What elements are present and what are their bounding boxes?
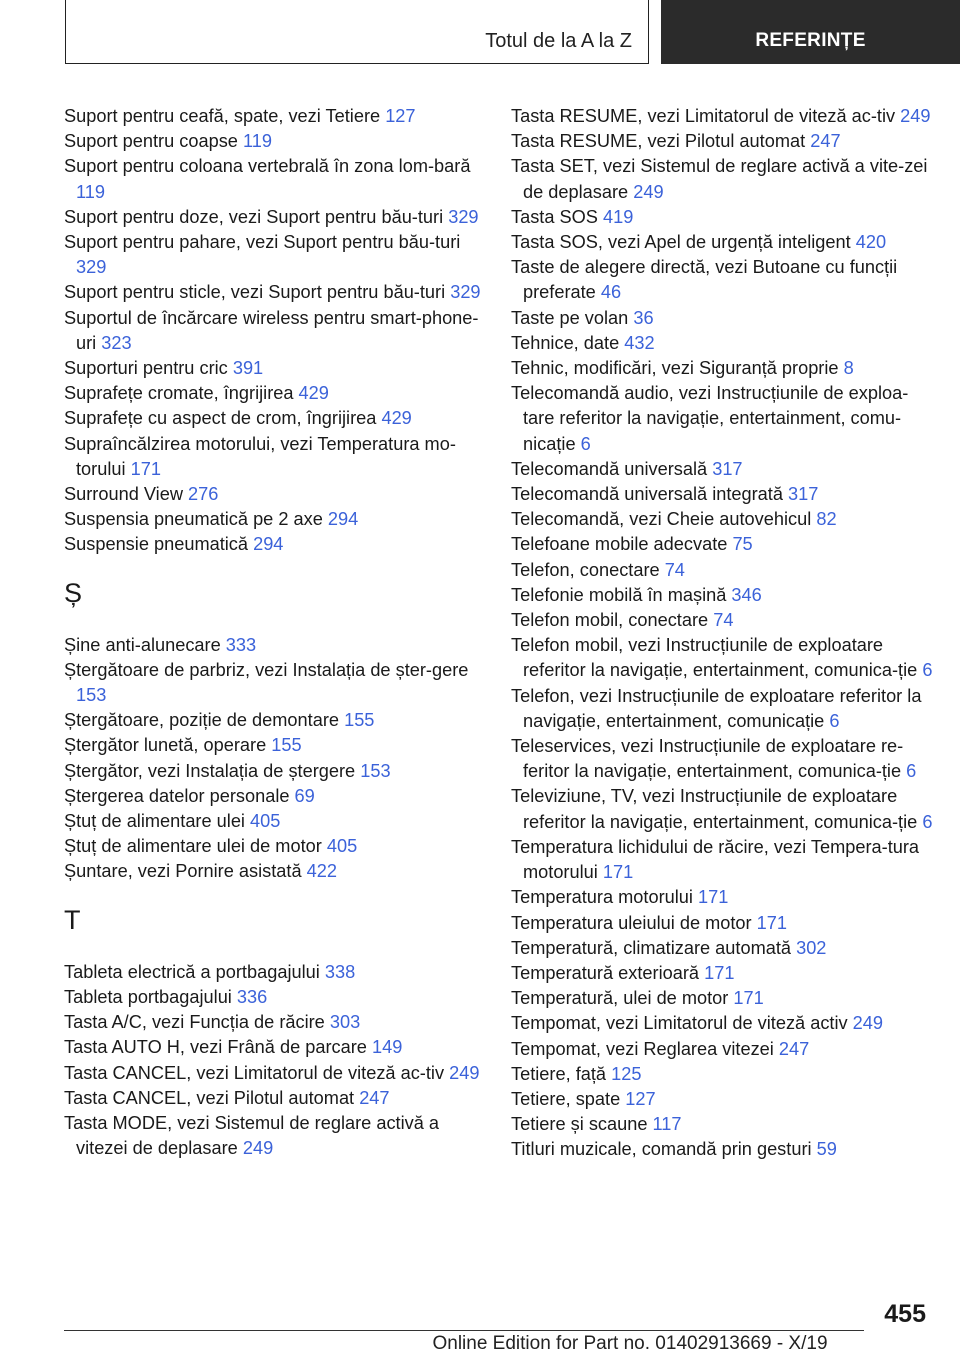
page-number: 455 <box>884 1300 926 1328</box>
index-entry-text: Tasta RESUME, vezi Limitatorul de viteză ac‐tiv <box>511 106 896 126</box>
page-link[interactable]: 6 <box>829 710 840 731</box>
index-entry-text: Tasta A/C, vezi Funcția de răcire <box>64 1012 325 1033</box>
page-link[interactable]: 119 <box>76 181 105 202</box>
index-entry-text: Suport pentru coapse <box>64 131 238 152</box>
index-entry-text: Tasta SOS <box>511 206 598 227</box>
index-entry <box>64 507 484 532</box>
index-entry-text: Tableta electrică a portbagajului <box>64 961 320 982</box>
index-entry <box>64 1086 484 1111</box>
index-entry <box>511 734 936 784</box>
index-entry <box>511 835 936 885</box>
index-entry <box>64 1061 484 1086</box>
index-entry-text: Tetiere și scaune <box>511 1114 648 1135</box>
page-link[interactable]: 329 <box>450 282 481 303</box>
index-entry-text: Ștuț de alimentare ulei <box>64 811 245 832</box>
page-link[interactable]: 391 <box>232 358 264 379</box>
page-link[interactable]: 171 <box>704 962 735 983</box>
index-entry-text: Ștergerea datelor personale <box>64 785 290 806</box>
page-link[interactable]: 420 <box>855 232 887 253</box>
page-link[interactable]: 317 <box>712 458 743 479</box>
index-entry-text: Televiziune, TV, vezi Instrucțiunile de exploatare referitor la navigație, entertainment, comunica‐ție <box>511 786 918 832</box>
page-link[interactable]: 317 <box>788 484 819 505</box>
index-entry <box>511 961 936 986</box>
page-link[interactable]: 247 <box>778 1038 810 1059</box>
page-link[interactable]: 125 <box>611 1063 642 1084</box>
index-entry-text: Șuntare, vezi Pornire asistată <box>64 861 302 882</box>
index-entry-text: Ștergătoare, poziție de demontare <box>64 710 340 731</box>
index-entry-text: Temperatură exterioară <box>511 962 700 983</box>
index-entry <box>64 129 484 154</box>
footer-divider <box>64 1330 864 1331</box>
page-link[interactable]: 117 <box>652 1114 682 1135</box>
index-entry <box>64 306 484 356</box>
index-entry-text: Ștergător lunetă, operare <box>64 735 267 756</box>
page-link[interactable]: 247 <box>359 1087 390 1108</box>
page-link[interactable]: 247 <box>810 131 841 152</box>
index-entry <box>64 230 484 280</box>
index-entry-text: Temperatura uleiului de motor <box>511 912 752 933</box>
page-link[interactable]: 119 <box>242 131 272 152</box>
index-entry <box>64 532 484 557</box>
index-entry <box>511 885 936 910</box>
index-entry-text: Suport pentru pahare, vezi Suport pentru bău‐turi <box>64 232 461 253</box>
index-entry-text: Suspensia pneumatică pe 2 axe <box>64 509 323 530</box>
index-entry-text: Taste pe volan <box>511 307 629 328</box>
index-entry-text: Tehnice, date <box>511 332 620 353</box>
page-link[interactable]: 303 <box>329 1012 361 1033</box>
index-entry-text: Temperatură, climatizare automată <box>511 937 792 958</box>
index-entry-text: Suport pentru coloana vertebrală în zona lom‐bară <box>64 156 471 177</box>
page-link[interactable]: 6 <box>922 811 933 832</box>
page-link[interactable]: 429 <box>381 408 412 429</box>
page-link[interactable]: 153 <box>360 760 391 781</box>
index-entry <box>511 1062 936 1087</box>
page-link[interactable]: 171 <box>130 458 161 479</box>
index-entry <box>64 1111 484 1161</box>
index-entry <box>511 986 936 1011</box>
page-link[interactable]: 6 <box>580 433 591 454</box>
index-entry-text: Suprafețe cromate, îngrijirea <box>64 383 294 404</box>
index-entry <box>64 859 484 884</box>
index-entry <box>511 532 936 557</box>
page-link[interactable]: 429 <box>298 383 329 404</box>
index-entry <box>64 733 484 758</box>
index-entry <box>64 985 484 1010</box>
page-link[interactable]: 249 <box>633 181 664 202</box>
index-entry <box>64 154 484 204</box>
index-entry-text: Telecomandă audio, vezi Instrucțiunile de exploa‐tare referitor la navigație, entertainment, comu‐nicație <box>511 383 909 454</box>
page-link[interactable]: 405 <box>326 836 358 857</box>
page-link[interactable]: 346 <box>731 584 762 605</box>
index-entry <box>511 507 936 532</box>
index-entry <box>511 331 936 356</box>
page-link[interactable]: 329 <box>76 257 107 278</box>
footer-edition: Online Edition for Part no. 01402913669 - X/19 <box>432 1333 828 1354</box>
index-entry <box>511 633 936 683</box>
index-entry <box>64 784 484 809</box>
index-entry <box>511 457 936 482</box>
page-link[interactable]: 127 <box>385 106 416 126</box>
index-entry-text: Tasta CANCEL, vezi Limitatorul de viteză ac‐tiv <box>64 1062 445 1083</box>
header-tab-label: REFERINȚE <box>755 30 866 51</box>
index-letter-heading: T <box>64 904 81 935</box>
index-entry <box>64 708 484 733</box>
page-link[interactable]: 302 <box>796 937 827 958</box>
index-entry <box>64 809 484 834</box>
index-entry <box>511 1137 936 1162</box>
page-link[interactable]: 432 <box>624 332 655 353</box>
index-entry <box>64 834 484 859</box>
index-entry <box>511 104 936 129</box>
page-link[interactable]: 249 <box>449 1062 480 1083</box>
index-entry <box>511 1037 936 1062</box>
index-entry-text: Telefon mobil, conectare <box>511 610 709 631</box>
index-entry <box>64 205 484 230</box>
index-entry <box>64 658 484 708</box>
index-entry <box>511 205 936 230</box>
index-entry-text: Tasta MODE, vezi Sistemul de reglare activă a vitezei de deplasare <box>64 1112 440 1159</box>
index-entry <box>511 482 936 507</box>
index-entry-text: Tableta portbagajului <box>64 986 232 1007</box>
index-entry-text: Tetiere, față <box>511 1063 607 1084</box>
index-entry <box>511 1087 936 1112</box>
index-letter-heading: Ș <box>64 577 83 608</box>
index-entry <box>64 104 484 129</box>
index-entry <box>511 558 936 583</box>
index-entry-text: Suport pentru ceafă, spate, vezi Tetiere <box>64 106 381 126</box>
index-entry <box>511 1011 936 1036</box>
index-entry <box>511 154 936 204</box>
index-entry <box>64 960 484 985</box>
page-link[interactable]: 36 <box>633 307 654 328</box>
page-link[interactable]: 336 <box>236 986 268 1007</box>
page-link[interactable]: 405 <box>250 811 281 832</box>
page-link[interactable]: 171 <box>733 988 764 1009</box>
index-entry <box>511 230 936 255</box>
page-link[interactable]: 6 <box>922 660 933 681</box>
index-entry <box>511 1112 936 1137</box>
index-entry-text: Telefoane mobile adecvate <box>511 534 728 555</box>
index-entry <box>511 583 936 608</box>
page-link[interactable]: 59 <box>816 1139 837 1160</box>
page-link[interactable]: 82 <box>816 509 837 530</box>
index-entry-text: Telefonie mobilă în mașină <box>511 584 727 605</box>
page-link[interactable]: 74 <box>664 559 685 580</box>
page-link[interactable]: 276 <box>188 484 219 505</box>
page-link[interactable]: 294 <box>253 534 284 555</box>
index-entry <box>64 406 484 431</box>
index-entry-text: Suportul de încărcare wireless pentru smart‐phone-uri <box>64 307 479 353</box>
page-link[interactable]: 8 <box>843 358 854 379</box>
page-link[interactable]: 127 <box>625 1088 656 1109</box>
index-entry <box>511 911 936 936</box>
index-entry-text: Suprafețe cu aspect de crom, îngrijirea <box>64 408 377 429</box>
index-entry <box>511 306 936 331</box>
index-entry-text: Telecomandă universală <box>511 458 708 479</box>
index-entry-text: Suport pentru doze, vezi Suport pentru bău‐turi <box>64 206 444 227</box>
index-entry <box>64 432 484 482</box>
header-frame <box>65 0 649 64</box>
page-link[interactable]: 74 <box>713 610 734 631</box>
page-link[interactable]: 69 <box>294 785 315 806</box>
page-link[interactable]: 329 <box>448 206 479 227</box>
section-title: Totul de la A la Z <box>485 30 632 52</box>
page-link[interactable]: 171 <box>698 887 729 908</box>
page-link[interactable]: 171 <box>602 862 634 883</box>
index-entry-text: Tasta SET, vezi Sistemul de reglare activă a vite‐zei de deplasare <box>511 156 928 202</box>
index-entry <box>511 684 936 734</box>
page-link[interactable]: 249 <box>852 1013 884 1034</box>
index-entry-text: Telefon mobil, vezi Instrucțiunile de exploatare referitor la navigație, entertainment, comunica‐ție <box>511 635 918 681</box>
page-link[interactable]: 323 <box>101 332 132 353</box>
page-link[interactable]: 171 <box>756 912 788 933</box>
index-entry-text: Surround View <box>64 484 183 505</box>
index-entry-text: Tasta CANCEL, vezi Pilotul automat <box>64 1087 355 1108</box>
index-entry-text: Telecomandă universală integrată <box>511 484 783 505</box>
page-link[interactable]: 6 <box>906 761 917 782</box>
index-entry-text: Ștuț de alimentare ulei de motor <box>64 836 322 857</box>
index-entry <box>64 633 484 658</box>
index-entry-text: Telefon, conectare <box>511 559 660 580</box>
index-entry-text: Tempomat, vezi Limitatorul de viteză activ <box>511 1013 848 1034</box>
page-link[interactable]: 155 <box>271 735 302 756</box>
index-entry <box>64 1035 484 1060</box>
page-link[interactable]: 294 <box>327 509 359 530</box>
index-entry <box>64 759 484 784</box>
index-entry-text: Taste de alegere directă, vezi Butoane cu funcții preferate <box>511 257 898 303</box>
index-entry <box>511 936 936 961</box>
index-entry-text: Ștergător, vezi Instalația de ștergere <box>64 760 356 781</box>
index-column-right <box>511 104 936 1163</box>
index-entry-text: Șine anti-alunecare <box>64 634 221 655</box>
index-entry-text: Telecomandă, vezi Cheie autovehicul <box>511 509 812 530</box>
index-entry-text: Suporturi pentru cric <box>64 358 228 379</box>
page-link[interactable]: 155 <box>344 710 375 731</box>
index-entry <box>511 129 936 154</box>
index-entry-text: Titluri muzicale, comandă prin gesturi <box>511 1139 812 1160</box>
index-entry <box>64 381 484 406</box>
index-entry <box>511 356 936 381</box>
index-entry-text: Temperatura motorului <box>511 887 693 908</box>
index-entry-text: Suport pentru sticle, vezi Suport pentru bău‐turi <box>64 282 446 303</box>
index-entry-text: Tetiere, spate <box>511 1088 621 1109</box>
index-entry-text: Teleservices, vezi Instrucțiunile de exploatare re‐feritor la navigație, entertainment, comunica‐ție <box>511 736 904 782</box>
index-entry <box>511 381 936 457</box>
index-entry <box>511 608 936 633</box>
index-entry-text: Tempomat, vezi Reglarea vitezei <box>511 1038 774 1059</box>
index-entry-text: Temperatura lichidului de răcire, vezi Tempera‐tura motorului <box>511 836 920 883</box>
index-entry-text: Telefon, vezi Instrucțiunile de exploatare referitor la navigație, entertainment, comunicație <box>511 685 922 731</box>
page-link[interactable]: 249 <box>242 1138 274 1159</box>
index-entry-text: Temperatură, ulei de motor <box>511 988 729 1009</box>
page-link[interactable]: 75 <box>732 534 753 555</box>
page-link[interactable]: 333 <box>225 634 257 655</box>
page-link[interactable]: 419 <box>603 206 634 227</box>
page-link[interactable]: 46 <box>600 282 622 303</box>
index-entry <box>64 280 484 305</box>
index-entry-text: Tasta AUTO H, vezi Frână de parcare <box>64 1037 367 1058</box>
index-entry-text: Tasta SOS, vezi Apel de urgență inteligent <box>511 232 851 253</box>
page-link[interactable]: 149 <box>371 1037 403 1058</box>
index-entry <box>64 356 484 381</box>
index-entry-text: Tehnic, modificări, vezi Siguranță proprie <box>511 358 839 379</box>
index-entry-text: Supraîncălzirea motorului, vezi Temperatura mo‐torului <box>64 433 456 479</box>
index-column-left <box>64 104 484 1161</box>
index-entry <box>64 1010 484 1035</box>
page-link[interactable]: 153 <box>76 685 107 706</box>
index-entry-text: Suspensie pneumatică <box>64 534 249 555</box>
index-entry <box>511 784 936 834</box>
page-link[interactable]: 338 <box>324 961 356 982</box>
header-tab <box>661 0 960 64</box>
index-entry <box>64 482 484 507</box>
page-link[interactable]: 422 <box>306 861 337 882</box>
page-link[interactable]: 249 <box>900 106 931 126</box>
index-entry-text: Ștergătoare de parbriz, vezi Instalația de șter‐gere <box>64 659 469 680</box>
index-entry <box>511 255 936 305</box>
index-entry-text: Tasta RESUME, vezi Pilotul automat <box>511 131 806 152</box>
